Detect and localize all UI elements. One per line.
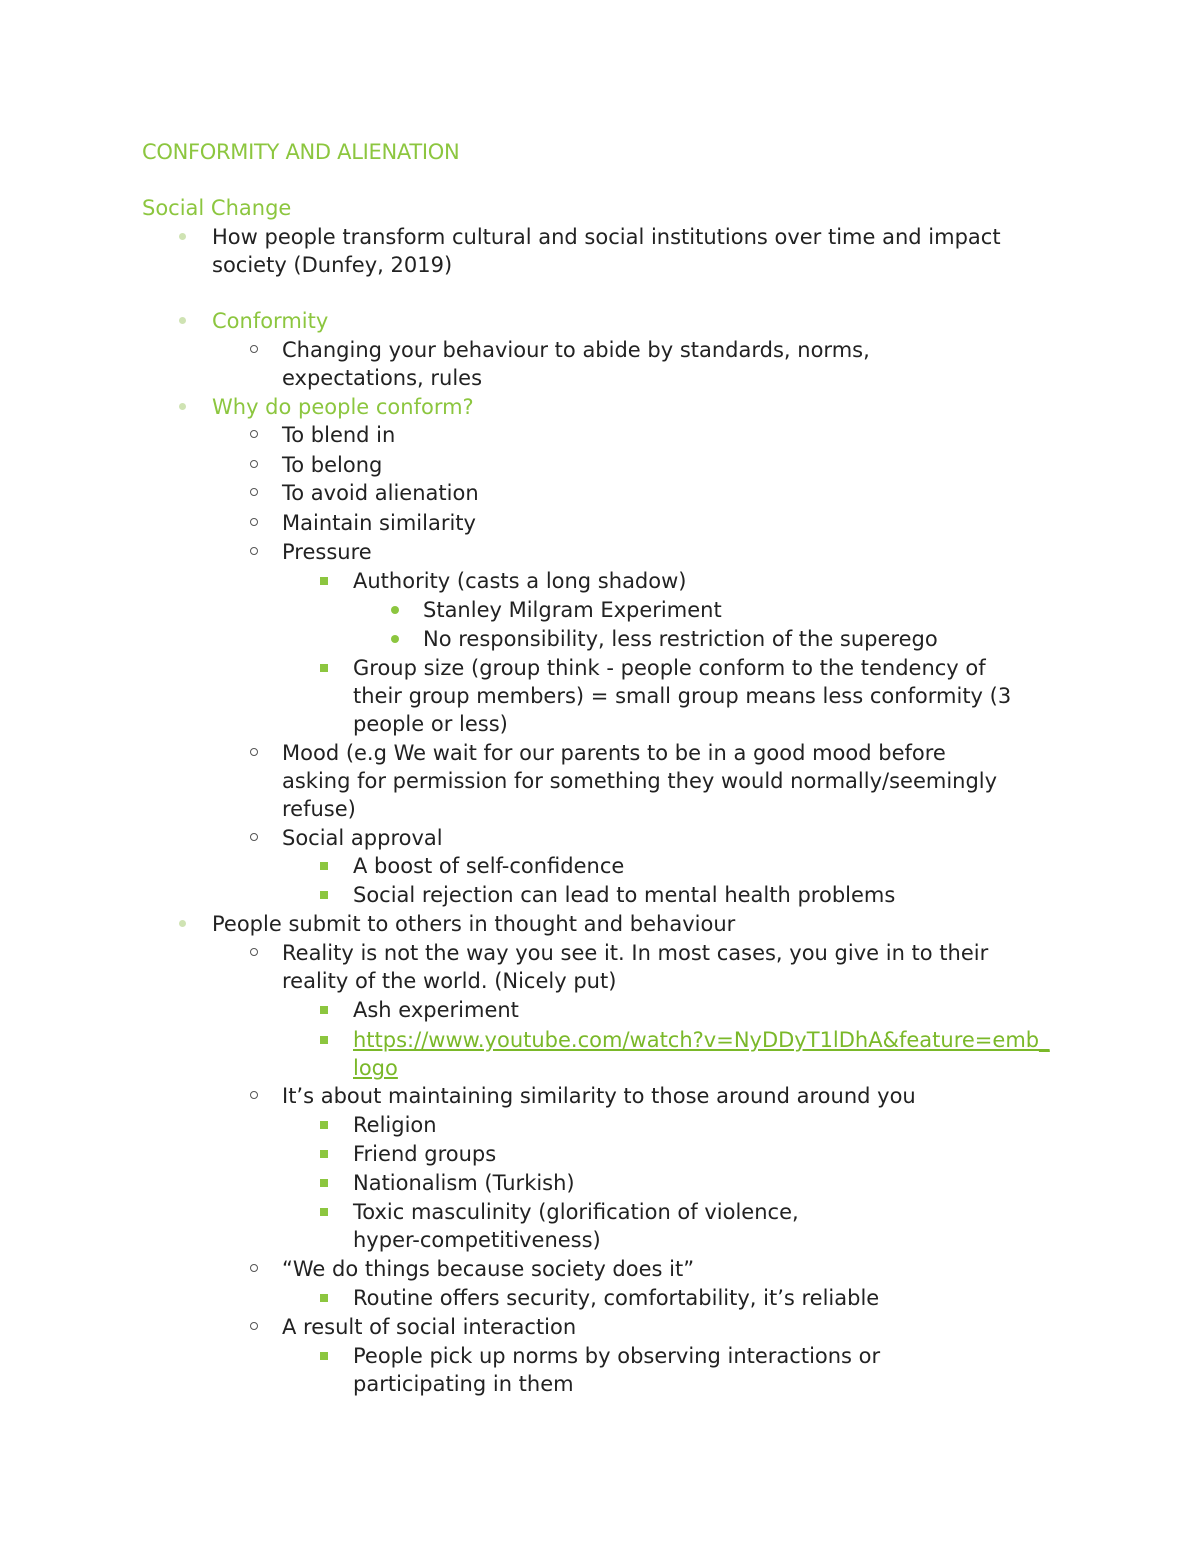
outline-item-text: Routine offers security, comfortability, it’s reliable [353,1286,880,1310]
outline-item-text: reality of the world. (Nicely put) [282,969,617,993]
bullet-ring-icon [250,460,258,468]
outline-item-text: Maintain similarity [282,511,476,535]
outline-item-text: expectations, rules [282,366,483,390]
bullet-dot-icon [179,920,186,927]
outline-item-text: It’s about maintaining similarity to those around around you [282,1084,916,1108]
outline-item-text: Nationalism (Turkish) [353,1171,575,1195]
bullet-square-icon [320,1150,328,1158]
bullet-square-icon [320,1352,328,1360]
outline-item-text: Social approval [282,826,443,850]
bullet-ring-icon [250,948,258,956]
bullet-square-icon [320,891,328,899]
bullet-square-icon [320,1036,328,1044]
outline-item-text: Friend groups [353,1142,497,1166]
bullet-square-icon [320,577,328,585]
bullet-square-icon [320,1179,328,1187]
bullet-ring-icon [250,547,258,555]
outline-item-text: To blend in [282,423,396,447]
document-title: CONFORMITY AND ALIENATION [142,140,460,164]
bullet-dot-icon [391,606,399,614]
bullet-ring-icon [250,1322,258,1330]
bullet-square-icon [320,1121,328,1129]
outline-item-text: “We do things because society does it” [282,1257,695,1281]
outline-item-text: Toxic masculinity (glorification of violence, [353,1200,799,1224]
outline-item-text: Group size (group think - people conform to the tendency of [353,656,986,680]
outline-item-text: refuse) [282,797,356,821]
outline-item-text: Ash experiment [353,998,519,1022]
outline-item-text: Why do people conform? [212,395,474,419]
outline-item-text: people or less) [353,712,508,736]
bullet-ring-icon [250,1264,258,1272]
bullet-dot-icon [391,635,399,643]
bullet-ring-icon [250,345,258,353]
outline-item-text: participating in them [353,1372,574,1396]
outline-item-text: Stanley Milgram Experiment [423,598,722,622]
outline-item-text: To avoid alienation [282,481,479,505]
outline-item-text: A result of social interaction [282,1315,577,1339]
outline-item-text: People pick up norms by observing interactions or [353,1344,881,1368]
outline-item-text: How people transform cultural and social institutions over time and impact [212,225,1001,249]
outline-item-text: No responsibility, less restriction of the superego [423,627,938,651]
section-heading: Social Change [142,196,292,220]
video-link[interactable]: https://www.youtube.com/watch?v=NyDDyT1lDhA&feature=emb_ [353,1028,1050,1052]
bullet-square-icon [320,862,328,870]
bullet-square-icon [320,1006,328,1014]
bullet-square-icon [320,1294,328,1302]
outline-item-text: Conformity [212,309,329,333]
outline-item-text: Mood (e.g We wait for our parents to be in a good mood before [282,741,946,765]
bullet-ring-icon [250,488,258,496]
outline-item-text: hyper-competitiveness) [353,1228,601,1252]
bullet-ring-icon [250,748,258,756]
bullet-dot-icon [179,403,186,410]
outline-item-text: Authority (casts a long shadow) [353,569,687,593]
outline-item-text: A boost of self-confidence [353,854,625,878]
bullet-ring-icon [250,1091,258,1099]
outline-item-text: People submit to others in thought and behaviour [212,912,736,936]
outline-item-text: society (Dunfey, 2019) [212,253,453,277]
outline-item-text: asking for permission for something they would normally/seemingly [282,769,998,793]
bullet-dot-icon [179,317,186,324]
outline-item-text: Pressure [282,540,372,564]
outline-item-text: To belong [282,453,383,477]
bullet-ring-icon [250,518,258,526]
bullet-square-icon [320,664,328,672]
bullet-square-icon [320,1208,328,1216]
bullet-ring-icon [250,833,258,841]
outline-item-text: Religion [353,1113,437,1137]
outline-item-text: Reality is not the way you see it. In most cases, you give in to their [282,941,989,965]
video-link[interactable]: logo [353,1056,398,1080]
outline-item-text: their group members) = small group means less conformity (3 [353,684,1012,708]
outline-item-text: Changing your behaviour to abide by standards, norms, [282,338,870,362]
outline-item-text: Social rejection can lead to mental health problems [353,883,896,907]
bullet-ring-icon [250,430,258,438]
bullet-dot-icon [179,233,186,240]
